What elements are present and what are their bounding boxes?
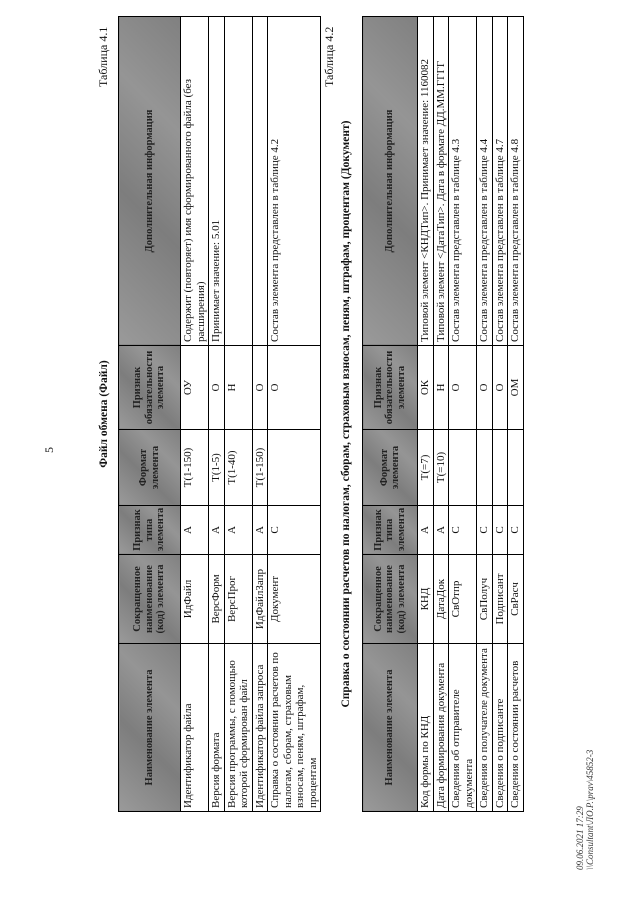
cell-code: СвОтпр [449,555,477,644]
cell-type: С [508,506,524,555]
cell-name: Код формы по КНД [418,644,434,812]
cell-format [268,430,321,506]
print-footer [575,750,595,870]
cell-info: Содержит (повторяет) имя сформированного файла (без расширения) [181,17,209,346]
cell-required: О [252,346,268,430]
cell-format: Т(1-150) [252,430,268,506]
cell-info [224,17,252,346]
cell-name: Сведения о состоянии расчетов [508,644,524,812]
cell-type: С [492,506,508,555]
cell-code: КНД [418,555,434,644]
col-header-name: Наименование элемента [363,644,418,812]
col-header-info: Дополнительная информация [119,17,181,346]
cell-type: С [449,506,477,555]
col-header-format: Формат элемента [119,430,181,506]
col-header-required: Признак обязательности элемента [363,346,418,430]
cell-format: Т(1-150) [181,430,209,506]
table-4-1 [118,16,321,812]
cell-required: ОУ [181,346,209,430]
cell-code: ИдФайлЗапр [252,555,268,644]
page-number: 5 [42,447,56,453]
table-4-2 [362,16,524,812]
cell-type: С [268,506,321,555]
cell-code: ВерсПрог [224,555,252,644]
cell-info: Состав элемента представлен в таблице 4.8 [508,17,524,346]
col-header-format: Формат элемента [363,430,418,506]
cell-required: О [477,346,493,430]
cell-format: Т(=7) [418,430,434,506]
cell-format: Т(1-40) [224,430,252,506]
cell-name: Справка о состоянии расчетов по налогам, сборам, страховым взносам, пеням, штрафам, процентам [268,644,321,812]
table-row [492,17,508,812]
table-row [477,17,493,812]
cell-name: Идентификатор файла [181,644,209,812]
cell-code: Подписант [492,555,508,644]
table-header-row [119,17,181,812]
cell-info: Состав элемента представлен в таблице 4.4 [477,17,493,346]
table-4-2-title: Справка о состоянии расчетов по налогам, сборам, страховым взносам, пеням, штрафам, процентам (Документ) [340,120,352,708]
cell-info: Принимает значение: 5.01 [209,17,225,346]
cell-type: А [252,506,268,555]
cell-type: А [181,506,209,555]
cell-name: Идентификатор файла запроса [252,644,268,812]
cell-required: Н [224,346,252,430]
cell-info: Типовой элемент <ДатаТип>. Дата в формате ДД.ММ.ГГГГ [433,17,449,346]
col-header-name: Наименование элемента [119,644,181,812]
cell-code: СвПолуч [477,555,493,644]
col-header-type: Признак типа элемента [363,506,418,555]
cell-name: Версия программы, с помощью которой сформирован файл [224,644,252,812]
footer-path: \\Consultant\ЛО.Р.\prav\45852-3 [585,749,595,870]
cell-required: О [209,346,225,430]
cell-code: Документ [268,555,321,644]
cell-name: Дата формирования документа [433,644,449,812]
cell-code: ДатаДок [433,555,449,644]
cell-type: А [224,506,252,555]
col-header-required: Признак обязательности элемента [119,346,181,430]
cell-info [252,17,268,346]
cell-required: Н [433,346,449,430]
footer-timestamp: 09.06.2021 17:29 [575,806,585,870]
table-row [252,17,268,812]
cell-format [508,430,524,506]
cell-name: Сведения о получателе документа [477,644,493,812]
table-row [181,17,209,812]
cell-code: ИдФайл [181,555,209,644]
table-row [224,17,252,812]
cell-info: Состав элемента представлен в таблице 4.7 [492,17,508,346]
cell-required: О [492,346,508,430]
cell-type: А [418,506,434,555]
col-header-type: Признак типа элемента [119,506,181,555]
cell-type: С [477,506,493,555]
cell-required: ОК [418,346,434,430]
table-row [209,17,225,812]
cell-type: А [433,506,449,555]
cell-format [449,430,477,506]
table-row [508,17,524,812]
cell-required: О [268,346,321,430]
table-row [433,17,449,812]
col-header-code: Сокращенное наименование (код) элемента [119,555,181,644]
cell-code: ВерсФорм [209,555,225,644]
cell-format [492,430,508,506]
table-header-row [363,17,418,812]
cell-info: Состав элемента представлен в таблице 4.2 [268,17,321,346]
col-header-code: Сокращенное наименование (код) элемента [363,555,418,644]
cell-format: Т(=10) [433,430,449,506]
cell-name: Версия формата [209,644,225,812]
cell-info: Состав элемента представлен в таблице 4.3 [449,17,477,346]
cell-name: Сведения об отправителе документа [449,644,477,812]
table-4-1-caption: Таблица 4.1 [96,26,110,87]
table-4-1-title: Файл обмена (Файл) [98,360,110,468]
table-row [418,17,434,812]
table-row [449,17,477,812]
cell-required: О [449,346,477,430]
cell-info: Типовой элемент <КНДТип>. Принимает значение: 1160082 [418,17,434,346]
table-4-2-caption: Таблица 4.2 [322,26,336,87]
cell-format: Т(1-5) [209,430,225,506]
cell-required: ОМ [508,346,524,430]
cell-code: СвРасч [508,555,524,644]
col-header-info: Дополнительная информация [363,17,418,346]
cell-type: А [209,506,225,555]
cell-name: Сведения о подписанте [492,644,508,812]
table-row [268,17,321,812]
cell-format [477,430,493,506]
